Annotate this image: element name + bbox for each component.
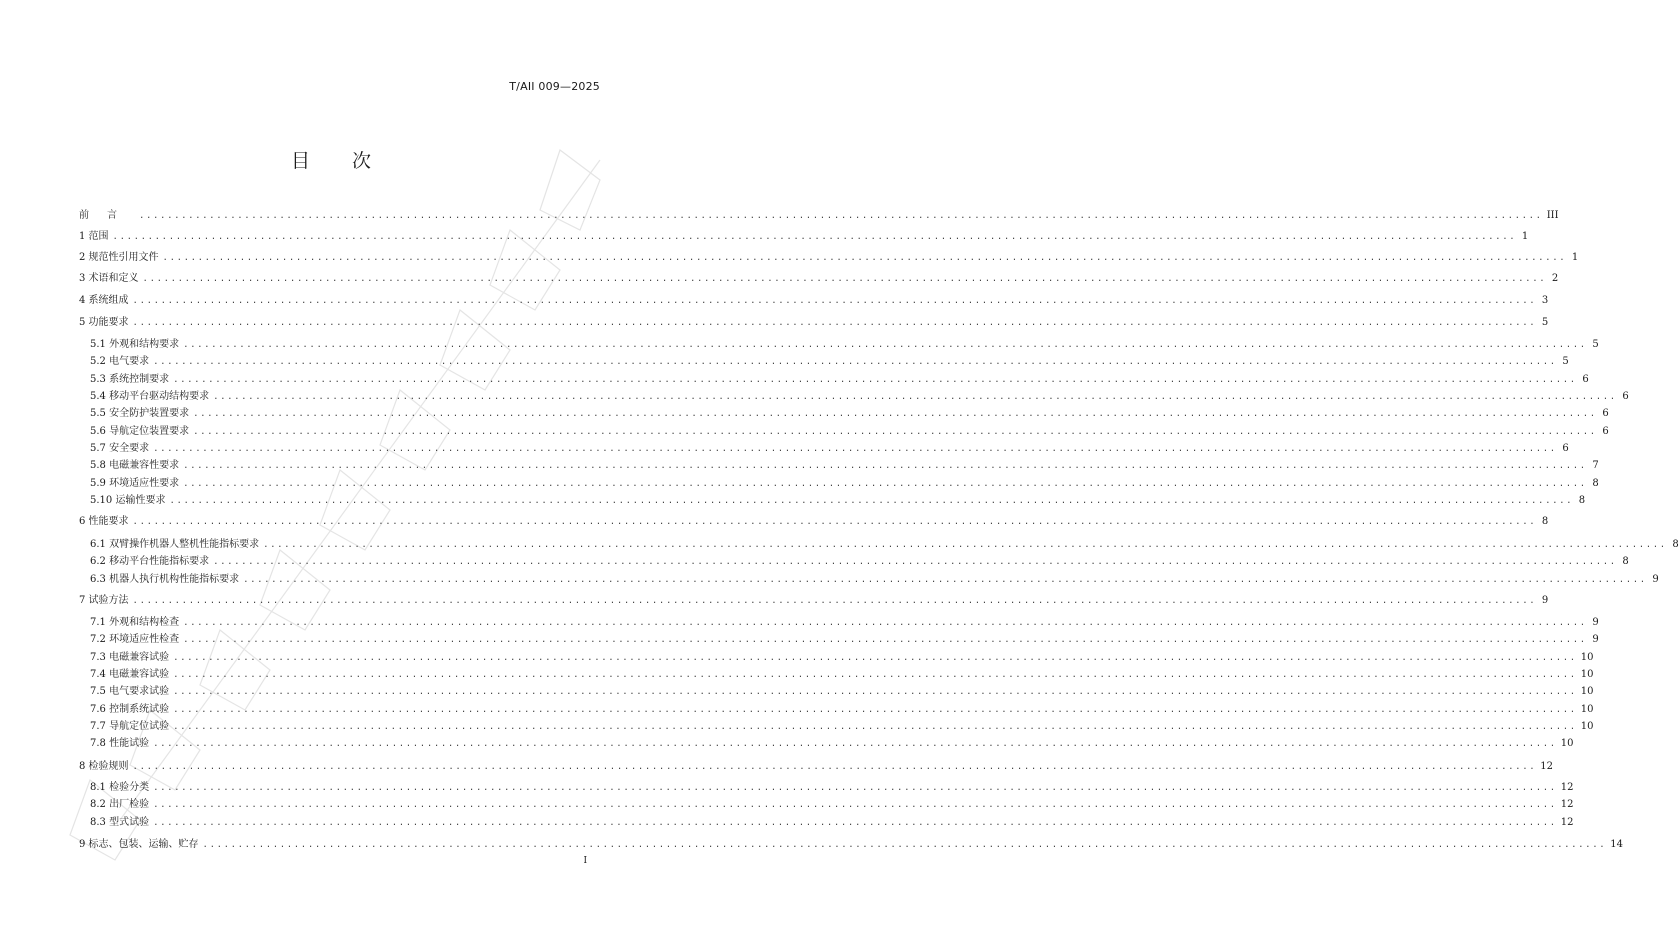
toc-entry-page: 12: [1560, 817, 1574, 828]
toc-entry[interactable]: [90, 719, 1594, 735]
toc-entry-page: 5: [1592, 339, 1599, 350]
toc-leader-dots: ........................................................................................................................................................................................................: [132, 318, 1537, 328]
toc-entry-page: 8: [1541, 516, 1549, 527]
toc-entry-page: 1: [1521, 231, 1529, 242]
toc-entry-page: 9: [1592, 634, 1599, 645]
toc-entry-label: 7.3 电磁兼容试验: [90, 652, 170, 663]
toc-entry-label: 5.2 电气要求: [90, 356, 150, 367]
toc-leader-dots: ........................................................................................................................................................................................................: [169, 496, 1574, 506]
toc-entry-label: 9 标志、包装、运输、贮存: [79, 839, 199, 850]
toc-entry-label: 5.5 安全防护装置要求: [90, 408, 190, 419]
toc-leader-dots: ........................................................................................................................................................................................................: [173, 375, 1577, 385]
toc-entry[interactable]: [90, 615, 1599, 631]
toc-entry-label: 5.1 外观和结构要求: [90, 339, 180, 350]
document-code: T/AII 009—2025: [509, 80, 600, 93]
toc-entry-label: 5.7 安全要求: [90, 443, 150, 454]
toc-leader-dots: ........................................................................................................................................................................................................: [213, 392, 1617, 402]
toc-entry-label: 8.2 出厂检验: [90, 799, 150, 810]
toc-entry-label: 3 术语和定义: [79, 273, 139, 284]
toc-leader-dots: ........................................................................................................................................................................................................: [193, 427, 1597, 437]
toc-entry-page: 8: [1672, 539, 1679, 550]
toc-entry-page: 10: [1580, 652, 1594, 663]
toc-entry-label: 5 功能要求: [79, 317, 129, 328]
toc-leader-dots: ........................................................................................................................................................................................................: [183, 479, 1587, 489]
toc-entry[interactable]: [79, 514, 1549, 530]
toc-entry-page: 6: [1562, 443, 1569, 454]
toc-entry-label: 5.4 移动平台驱动结构要求: [90, 391, 210, 402]
toc-leader-dots: ........................................................................................................................................................................................................: [153, 357, 1557, 367]
toc-entry-page: III: [1546, 210, 1559, 221]
toc-entry-label: 7 试验方法: [79, 595, 129, 606]
toc-entry-page: 12: [1560, 799, 1574, 810]
toc-entry-label: 7.5 电气要求试验: [90, 686, 170, 697]
toc-entry-page: 9: [1652, 574, 1659, 585]
toc-entry-page: 3: [1541, 295, 1549, 306]
toc-entry-page: 10: [1580, 721, 1594, 732]
toc-leader-dots: ........................................................................................................................................................................................................: [193, 409, 1597, 419]
toc-leader-dots: ........................................................................................................................................................................................................: [213, 557, 1617, 567]
toc-entry[interactable]: [79, 837, 1623, 853]
toc-leader-dots: ........................................................................................................................................................................................................: [173, 687, 1577, 697]
page-number: I: [583, 856, 587, 866]
toc-entry-page: 10: [1580, 686, 1594, 697]
toc-entry-page: 8: [1592, 478, 1599, 489]
page-title: 目次: [290, 150, 413, 172]
toc-entry-page: 9: [1541, 595, 1549, 606]
toc-entry[interactable]: [90, 667, 1594, 683]
toc-entry-label: 8.1 检验分类: [90, 782, 150, 793]
toc-leader-dots: ........................................................................................................................................................................................................: [183, 618, 1587, 628]
toc-entry-page: 10: [1580, 704, 1594, 715]
toc-entry[interactable]: [90, 572, 1659, 588]
toc-entry-label: 5.3 系统控制要求: [90, 374, 170, 385]
toc-leader-dots: ........................................................................................................................................................................................................: [173, 653, 1577, 663]
toc-leader-dots: ........................................................................................................................................................................................................: [132, 296, 1537, 306]
toc-leader-dots: ........................................................................................................................................................................................................: [263, 540, 1667, 550]
toc-leader-dots: ........................................................................................................................................................................................................: [162, 253, 1567, 263]
toc-entry-label: 5.9 环境适应性要求: [90, 478, 180, 489]
toc-leader-dots: ........................................................................................................................................................................................................: [132, 596, 1537, 606]
toc-entry-label: 前言: [79, 210, 135, 221]
toc-entry-page: 12: [1540, 761, 1553, 772]
toc-entry-page: 5: [1562, 356, 1569, 367]
toc-leader-dots: ........................................................................................................................................................................................................: [153, 818, 1557, 828]
toc-entry-label: 2 规范性引用文件: [79, 252, 159, 263]
toc-entry[interactable]: [90, 702, 1594, 718]
toc-entry-page: 6: [1582, 374, 1589, 385]
toc-entry[interactable]: [79, 593, 1549, 609]
toc-entry[interactable]: [90, 337, 1599, 353]
toc-entry-label: 5.8 电磁兼容性要求: [90, 460, 180, 471]
toc-entry-page: 6: [1622, 391, 1629, 402]
toc-entry-label: 7.7 导航定位试验: [90, 721, 170, 732]
toc-entry[interactable]: [90, 650, 1594, 666]
toc-entry-label: 6 性能要求: [79, 516, 129, 527]
toc-leader-dots: ........................................................................................................................................................................................................: [112, 232, 1517, 242]
toc-entry[interactable]: [79, 315, 1549, 331]
toc-leader-dots: ........................................................................................................................................................................................................: [183, 461, 1587, 471]
toc-entry[interactable]: [90, 780, 1574, 796]
toc-leader-dots: ........................................................................................................................................................................................................: [202, 840, 1607, 850]
toc-entry[interactable]: [90, 354, 1569, 370]
toc-entry-label: 8.3 型式试验: [90, 817, 150, 828]
toc-entry-label: 6.3 机器人执行机构性能指标要求: [90, 574, 240, 585]
toc-leader-dots: ........................................................................................................................................................................................................: [173, 670, 1577, 680]
toc-entry[interactable]: [90, 493, 1586, 509]
toc-entry-page: 7: [1592, 460, 1599, 471]
toc-entry-label: 8 检验规则: [79, 761, 129, 772]
toc-entry[interactable]: [90, 632, 1599, 648]
toc-entry-page: 1: [1571, 252, 1579, 263]
toc-leader-dots: ........................................................................................................................................................................................................: [139, 211, 1543, 221]
toc-entry[interactable]: [90, 797, 1574, 813]
toc-entry-page: 5: [1541, 317, 1549, 328]
toc-entry-page: 10: [1580, 669, 1594, 680]
toc-entry-label: 5.6 导航定位装置要求: [90, 426, 190, 437]
toc-entry-page: 12: [1560, 782, 1574, 793]
toc-entry[interactable]: [90, 458, 1599, 474]
toc-entry[interactable]: [90, 554, 1629, 570]
toc-entry[interactable]: [90, 476, 1599, 492]
toc-entry[interactable]: [90, 372, 1589, 388]
toc-entry-label: 1 范围: [79, 231, 109, 242]
toc-entry[interactable]: [79, 293, 1549, 309]
toc-entry[interactable]: [90, 389, 1629, 405]
toc-entry-label: 6.1 双臂操作机器人整机性能指标要求: [90, 539, 260, 550]
toc-leader-dots: ........................................................................................................................................................................................................: [183, 635, 1587, 645]
toc-leader-dots: ........................................................................................................................................................................................................: [173, 722, 1577, 732]
toc-entry-label: 6.2 移动平台性能指标要求: [90, 556, 210, 567]
toc-leader-dots: ........................................................................................................................................................................................................: [153, 444, 1557, 454]
toc-entry-label: 7.6 控制系统试验: [90, 704, 170, 715]
toc-entry[interactable]: [90, 424, 1609, 440]
toc-entry[interactable]: [90, 736, 1574, 752]
toc-entry-page: 10: [1560, 738, 1574, 749]
toc-leader-dots: ........................................................................................................................................................................................................: [183, 340, 1587, 350]
toc-entry-label: 7.1 外观和结构检查: [90, 617, 180, 628]
toc-entry[interactable]: [79, 271, 1559, 287]
toc-entry-page: 6: [1602, 408, 1609, 419]
toc-leader-dots: ........................................................................................................................................................................................................: [153, 800, 1557, 810]
toc-entry[interactable]: [90, 684, 1594, 700]
toc-leader-dots: ........................................................................................................................................................................................................: [142, 274, 1547, 284]
toc-leader-dots: ........................................................................................................................................................................................................: [153, 739, 1557, 749]
toc-leader-dots: ........................................................................................................................................................................................................: [173, 705, 1577, 715]
toc-entry-page: 8: [1578, 495, 1586, 506]
toc-entry-page: 6: [1602, 426, 1609, 437]
toc-entry-label: 7.4 电磁兼容试验: [90, 669, 170, 680]
toc-entry[interactable]: [90, 815, 1574, 831]
toc-entry[interactable]: [79, 250, 1579, 266]
toc-leader-dots: ........................................................................................................................................................................................................: [132, 762, 1537, 772]
toc-leader-dots: ........................................................................................................................................................................................................: [132, 517, 1537, 527]
toc-entry-label: 5.10 运输性要求: [90, 495, 166, 506]
toc-entry-page: 14: [1610, 839, 1623, 850]
toc-entry[interactable]: [79, 208, 1559, 224]
toc-entry-page: 8: [1622, 556, 1629, 567]
toc-leader-dots: ........................................................................................................................................................................................................: [153, 783, 1557, 793]
toc-leader-dots: ........................................................................................................................................................................................................: [243, 575, 1647, 585]
toc-entry[interactable]: [79, 229, 1529, 245]
toc-entry[interactable]: [79, 759, 1553, 775]
toc-entry[interactable]: [90, 537, 1679, 553]
toc-entry[interactable]: [90, 441, 1569, 457]
toc-entry-page: 9: [1592, 617, 1599, 628]
toc-entry[interactable]: [90, 406, 1609, 422]
toc-entry-page: 2: [1551, 273, 1559, 284]
toc-entry-label: 7.8 性能试验: [90, 738, 150, 749]
toc-entry-label: 7.2 环境适应性检查: [90, 634, 180, 645]
toc-entry-label: 4 系统组成: [79, 295, 129, 306]
